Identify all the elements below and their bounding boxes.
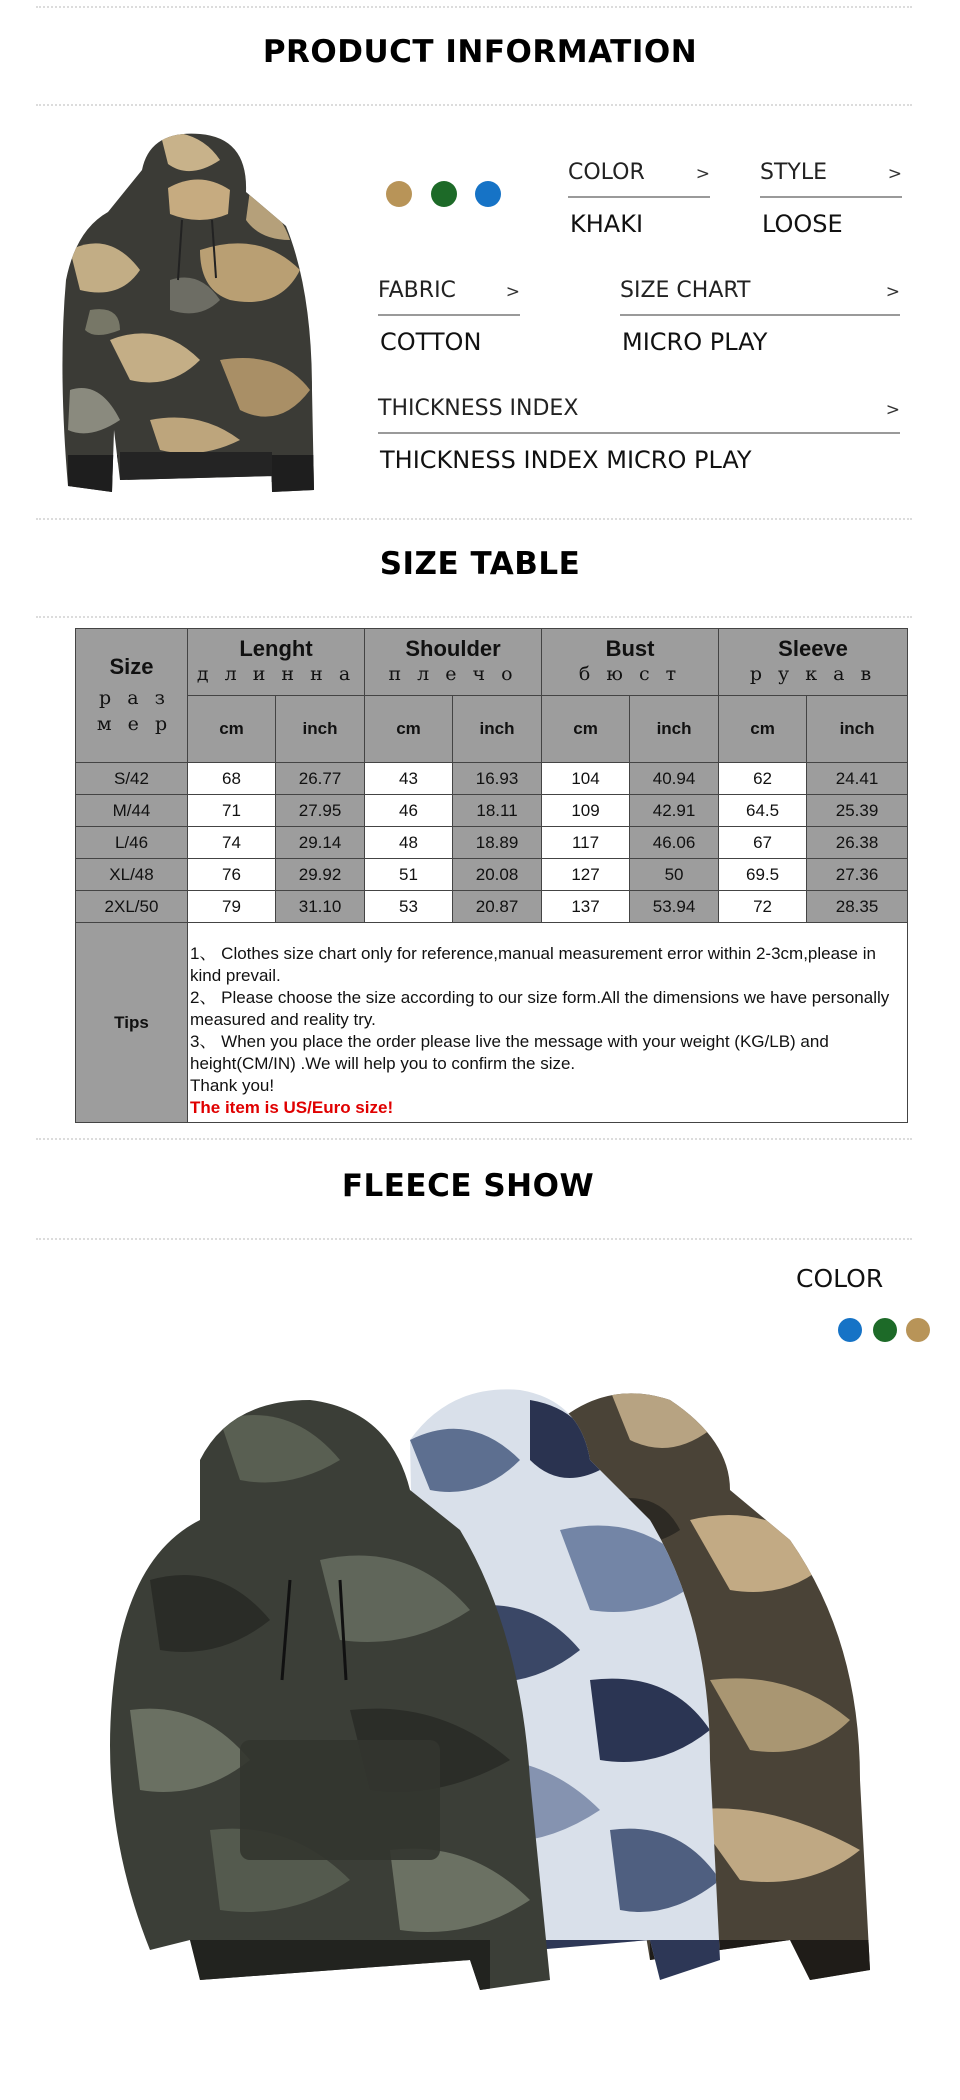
chevron-right-icon: > [885,400,900,420]
column-header-shoulder [365,629,542,696]
attribute-thickness-value: THICKNESS INDEX MICRO PLAY [380,446,752,474]
value-cell: 27.95 [276,795,365,827]
value-cell: 16.93 [453,763,542,795]
size-cell: M/44 [76,795,188,827]
column-header-bust [542,629,719,696]
attribute-thickness-index [378,396,900,476]
divider [620,314,900,316]
table-row [76,827,908,859]
value-cell: 28.35 [807,891,908,923]
value-cell: 62 [719,763,807,795]
value-cell: 109 [542,795,630,827]
attribute-fabric-label: FABRIC [378,278,456,303]
divider [36,616,912,618]
size-cell: S/42 [76,763,188,795]
fleece-color-label: COLOR [796,1264,884,1293]
product-image-khaki-hoodie [50,130,320,518]
value-cell: 48 [365,827,453,859]
tip-text: 2、 Please choose the size according to our size form.All the dimensions we have personally measured and reality try. [190,988,890,1029]
value-cell: 24.41 [807,763,908,795]
column-header-ru: б ю с т [578,663,682,685]
tip-text: 3、 When you place the order please live the message with your weight (KG/LB) and height(CM/IN) .We will help you to confirm the size. [190,1032,829,1073]
value-cell: 69.5 [719,859,807,891]
value-cell: 29.14 [276,827,365,859]
size-cell: 2XL/50 [76,891,188,923]
tip-text: 1、 Clothes size chart only for reference,manual measurement error within 2-3cm,please in kind prevail. [190,944,876,985]
unit-cm: cm [365,696,453,763]
attribute-style-label: STYLE [760,160,827,185]
attribute-fabric [378,278,520,358]
attribute-style [760,160,902,240]
size-cell: L/46 [76,827,188,859]
tips-label: Tips [76,923,188,1123]
color-swatch-blue[interactable] [838,1318,862,1342]
unit-inch: inch [807,696,908,763]
value-cell: 79 [188,891,276,923]
value-cell: 127 [542,859,630,891]
color-swatch-blue[interactable] [475,181,501,207]
value-cell: 67 [719,827,807,859]
column-header-label: Bust [605,636,655,661]
attribute-size-chart-value: MICRO PLAY [622,328,768,356]
divider [568,196,710,198]
divider [36,518,912,520]
table-header-row [76,629,908,696]
tip-text: Thank you! [190,1076,275,1095]
tips-row [76,923,908,1123]
value-cell: 29.92 [276,859,365,891]
column-header-ru: д л и н н а [196,663,356,685]
color-swatch-green[interactable] [431,181,457,207]
column-header-length [188,629,365,696]
value-cell: 20.87 [453,891,542,923]
section-title-product-information: PRODUCT INFORMATION [262,34,698,70]
color-swatch-green[interactable] [873,1318,897,1342]
value-cell: 46.06 [630,827,719,859]
attribute-color-label: COLOR [568,160,645,185]
unit-cm: cm [542,696,630,763]
section-title-fleece-show: FLEECE SHOW [341,1168,595,1204]
divider [378,314,520,316]
color-swatch-khaki[interactable] [386,181,412,207]
divider [760,196,902,198]
value-cell: 31.10 [276,891,365,923]
unit-cm: cm [188,696,276,763]
divider [36,6,912,8]
attribute-size-chart [620,278,900,358]
chevron-right-icon: > [885,282,900,302]
unit-inch: inch [630,696,719,763]
size-table [75,628,908,1123]
attribute-color-value: KHAKI [570,210,644,238]
value-cell: 26.38 [807,827,908,859]
value-cell: 25.39 [807,795,908,827]
attribute-style-value: LOOSE [762,210,843,238]
chevron-right-icon: > [887,164,902,184]
value-cell: 68 [188,763,276,795]
value-cell: 76 [188,859,276,891]
value-cell: 18.11 [453,795,542,827]
divider [378,432,900,434]
value-cell: 72 [719,891,807,923]
units-row [76,696,908,763]
table-row [76,859,908,891]
table-row [76,795,908,827]
chevron-right-icon: > [505,282,520,302]
value-cell: 43 [365,763,453,795]
size-cell: XL/48 [76,859,188,891]
value-cell: 117 [542,827,630,859]
value-cell: 53 [365,891,453,923]
attribute-thickness-label: THICKNESS INDEX [378,396,579,421]
attribute-size-chart-label: SIZE CHART [620,278,751,303]
attribute-fabric-value: COTTON [380,328,482,356]
value-cell: 53.94 [630,891,719,923]
value-cell: 74 [188,827,276,859]
value-cell: 20.08 [453,859,542,891]
column-header-label: Lenght [239,636,313,661]
unit-inch: inch [276,696,365,763]
chevron-right-icon: > [695,164,710,184]
column-header-label: Sleeve [778,636,848,661]
value-cell: 26.77 [276,763,365,795]
table-row [76,763,908,795]
value-cell: 50 [630,859,719,891]
value-cell: 104 [542,763,630,795]
tips-content [188,923,908,1123]
size-header-ru: р а з м е р [96,686,173,735]
divider [36,1238,912,1240]
value-cell: 64.5 [719,795,807,827]
color-swatch-khaki[interactable] [906,1318,930,1342]
divider [36,1138,912,1140]
divider [36,104,912,106]
unit-inch: inch [453,696,542,763]
value-cell: 18.89 [453,827,542,859]
column-header-ru: р у к а в [749,663,877,685]
size-header-cell [76,629,188,763]
section-title-size-table: SIZE TABLE [379,546,581,582]
column-header-ru: п л е ч о [388,663,518,685]
value-cell: 40.94 [630,763,719,795]
table-row [76,891,908,923]
value-cell: 42.91 [630,795,719,827]
fleece-show-hoodies-image [90,1380,940,2010]
attribute-color [568,160,710,240]
value-cell: 71 [188,795,276,827]
unit-cm: cm [719,696,807,763]
column-header-label: Shoulder [405,636,501,661]
size-header-label: Size [109,653,154,679]
tip-highlight: The item is US/Euro size! [190,1098,394,1117]
column-header-sleeve [719,629,908,696]
value-cell: 51 [365,859,453,891]
value-cell: 46 [365,795,453,827]
value-cell: 27.36 [807,859,908,891]
value-cell: 137 [542,891,630,923]
